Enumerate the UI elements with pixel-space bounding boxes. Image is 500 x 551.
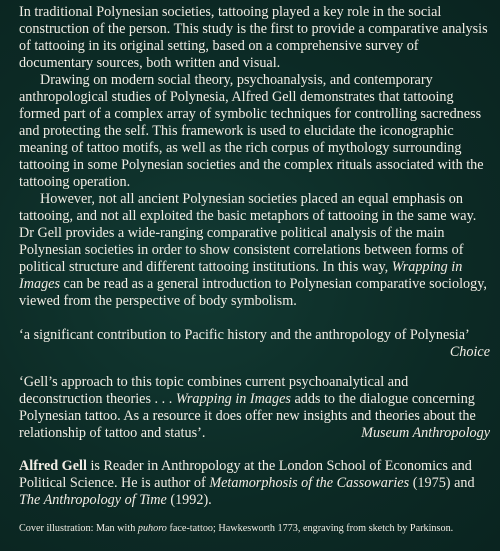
cover-illustration-credit: [19, 523, 490, 535]
review-quote-end: adds to the dialogue concerning Polynesian tattoo. As a resource it does offer new insights and theories about the relationship of tattoo and status’.: [19, 391, 476, 441]
author-book-year: (1992).: [166, 492, 212, 508]
review-quote-start: ‘Gell’s approach to this topic combines current psychoanalytical and deconstruction theories . . .: [19, 374, 409, 407]
review-source: Choice: [449, 344, 490, 360]
author-book-title: The Anthropology of Time: [19, 492, 167, 508]
blurb-p3-start: However, not all ancient Polynesian societies placed an equal emphasis on tattooing, and not all exploited the basic metaphors of tattooing in the same way. Dr Gell provides a wide-ranging comparative political analysis of the main Polynesian societies in order to show consistent correlations between forms of political structure and different tattooing institutions. In this way,: [19, 191, 477, 275]
blurb-paragraph-1: [19, 4, 490, 72]
review-source: Museum Anthropology: [361, 425, 490, 441]
review-choice: [19, 327, 490, 361]
author-bio-conjunction: and: [450, 475, 475, 491]
author-bio: [19, 458, 490, 509]
review-museum-anthropology: [19, 374, 490, 442]
blurb-paragraph-2: [19, 72, 490, 191]
blurb-paragraph-3: [19, 191, 490, 310]
credit-text: Cover illustration: Man with: [19, 523, 138, 534]
author-bio-text: is Reader in Anthropology at the London School of Economics and Political Science. He is author of: [19, 458, 472, 491]
review-quote: ‘a significant contribution to Pacific history and the anthropology of Polynesia’: [19, 327, 470, 343]
author-book-year: (1975): [409, 475, 451, 491]
credit-term: puhoro: [137, 523, 167, 534]
book-title-inline: Wrapping in Images: [19, 259, 463, 292]
blurb-p3-end: can be read as a general introduction to Polynesian comparative sociology, viewed from the perspective of body symbolism.: [19, 276, 487, 309]
blurb-p2-text: Drawing on modern social theory, psychoanalysis, and contemporary anthropological studies of Polynesia, Alfred Gell demonstrates that tattooing formed part of a complex array of symbolic techniques for controlling sacredness and protecting the self. This framework is used to elucidate the iconographic meaning of tattoo motifs, as well as the rich corpus of mythology surrounding tattooing in some Polynesian societies and the complex rituals associated with the tattooing operation.: [19, 72, 484, 190]
blurb-p1-text: In traditional Polynesian societies, tattooing played a key role in the social construction of the person. This study is the first to provide a comparative analysis of tattooing in its original setting, based on a comprehensive survey of documentary sources, both written and visual.: [19, 4, 488, 71]
book-title-inline: Wrapping in Images: [175, 391, 291, 407]
author-name: Alfred Gell: [19, 458, 87, 474]
review-quote: [19, 374, 490, 442]
credit-text-end: face-tattoo; Hawkesworth 1773, engraving from sketch by Parkinson.: [166, 523, 454, 534]
author-book-title: Metamorphosis of the Cassowaries: [209, 475, 410, 491]
